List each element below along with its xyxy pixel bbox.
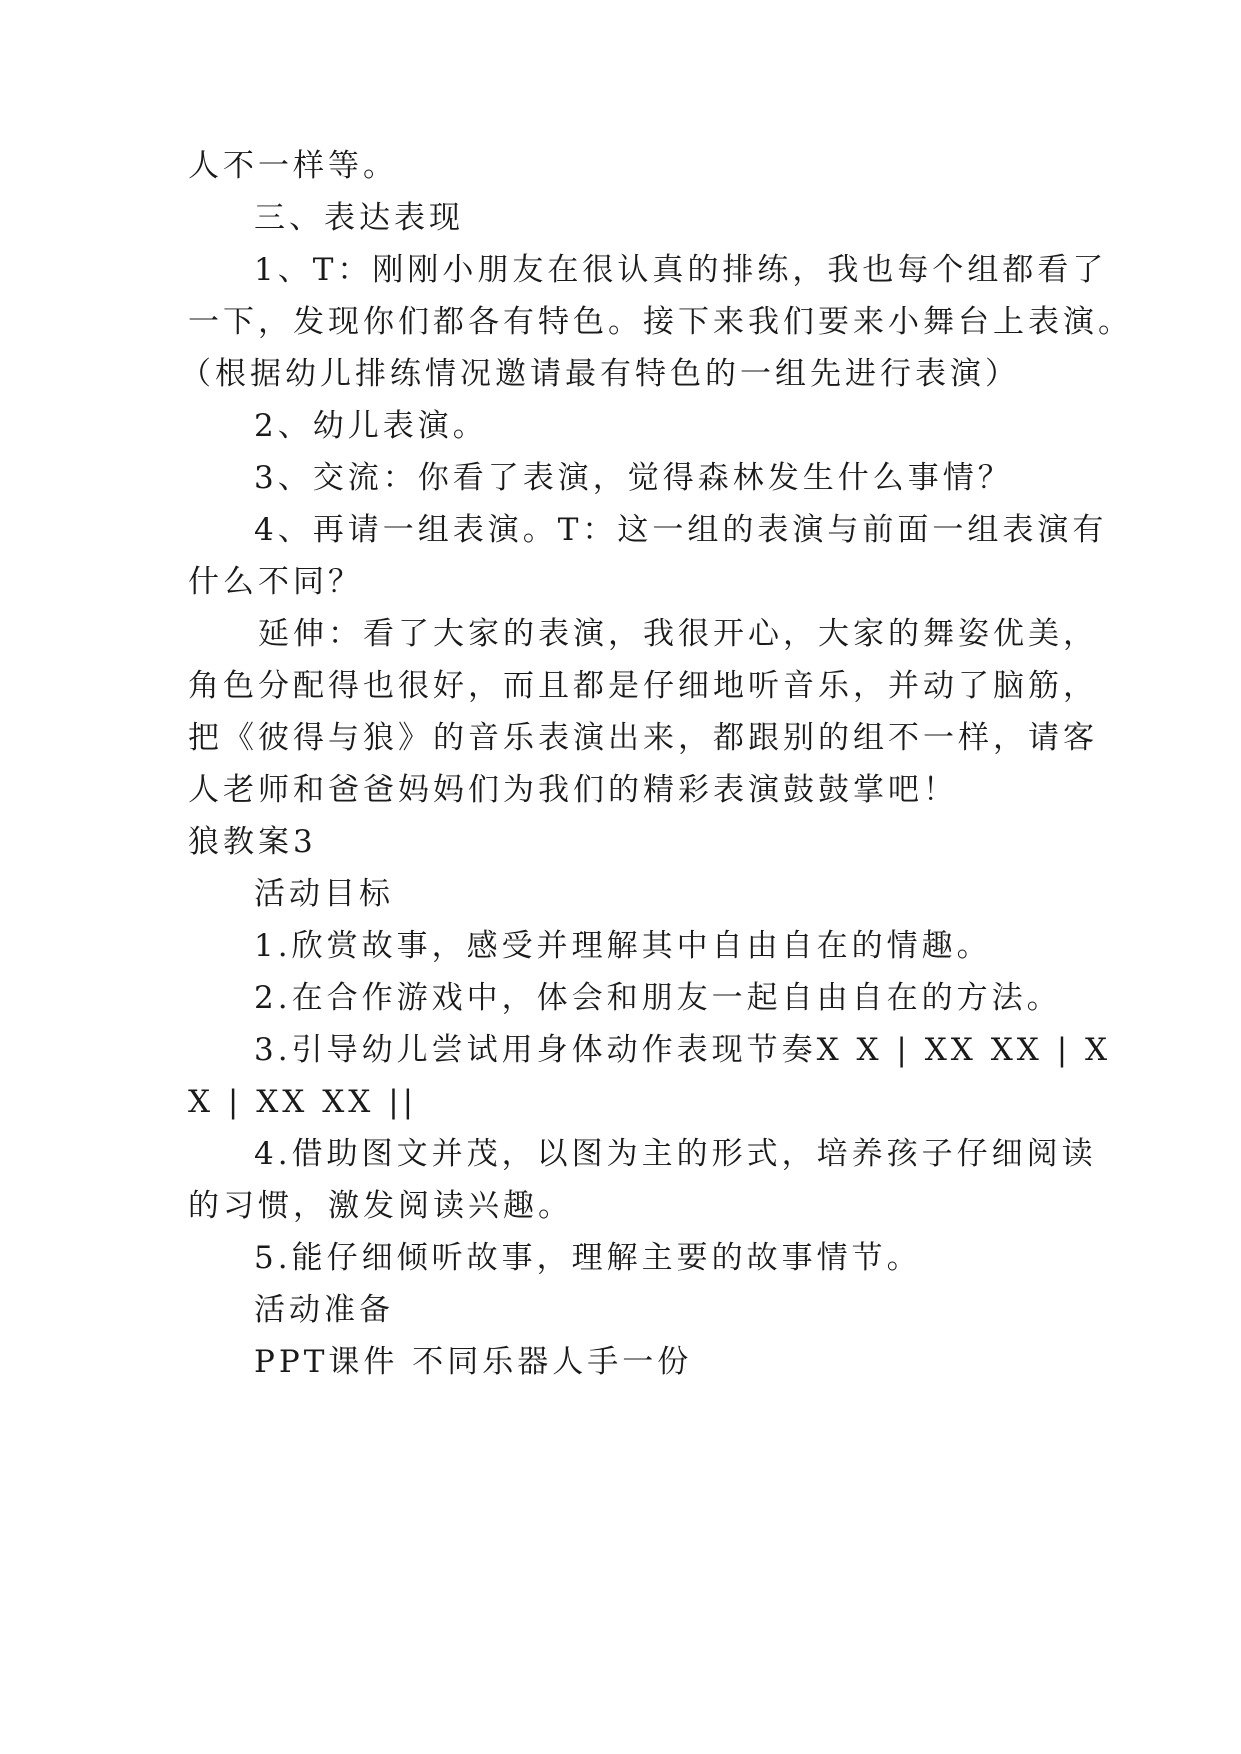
text-line: 角色分配得也很好，而且都是仔细地听音乐，并动了脑筋，: [188, 668, 1098, 704]
text-line: 人不一样等。: [188, 148, 398, 184]
text-line: 的习惯，激发阅读兴趣。: [188, 1188, 573, 1224]
text-line: 1、T：刚刚小朋友在很认真的排练，我也每个组都看了: [254, 252, 1108, 288]
section-heading: 三、表达表现: [254, 200, 464, 236]
section-heading: 活动准备: [254, 1292, 394, 1328]
text-line: 3、交流：你看了表演，觉得森林发生什么事情？: [254, 460, 1013, 496]
text-line: 4、再请一组表演。T：这一组的表演与前面一组表演有: [254, 512, 1108, 548]
document-title: 狼教案3: [188, 824, 317, 860]
text-line: 什么不同？: [188, 564, 363, 600]
text-line: 2、幼儿表演。: [254, 408, 488, 444]
text-line: 3.引导幼儿尝试用身体动作表现节奏X X | XX XX | X: [254, 1032, 1112, 1068]
text-line: （根据幼儿排练情况邀请最有特色的一组先进行表演）: [180, 356, 1020, 392]
section-heading: 活动目标: [254, 876, 394, 912]
text-line: 4.借助图文并茂，以图为主的形式，培养孩子仔细阅读: [254, 1136, 1097, 1172]
text-line: 把《彼得与狼》的音乐表演出来，都跟别的组不一样，请客: [188, 720, 1098, 756]
text-line: 延伸：看了大家的表演，我很开心，大家的舞姿优美，: [258, 616, 1098, 652]
text-line: 1.欣赏故事，感受并理解其中自由自在的情趣。: [254, 928, 992, 964]
text-line: 5.能仔细倾听故事，理解主要的故事情节。: [254, 1240, 922, 1276]
text-line: X | XX XX ||: [188, 1084, 418, 1120]
text-line: 一下，发现你们都各有特色。接下来我们要来小舞台上表演。: [188, 304, 1133, 340]
text-line: PPT课件 不同乐器人手一份: [254, 1344, 693, 1380]
text-line: 人老师和爸爸妈妈们为我们的精彩表演鼓鼓掌吧！: [188, 772, 958, 808]
text-line: 2.在合作游戏中，体会和朋友一起自由自在的方法。: [254, 980, 1062, 1016]
